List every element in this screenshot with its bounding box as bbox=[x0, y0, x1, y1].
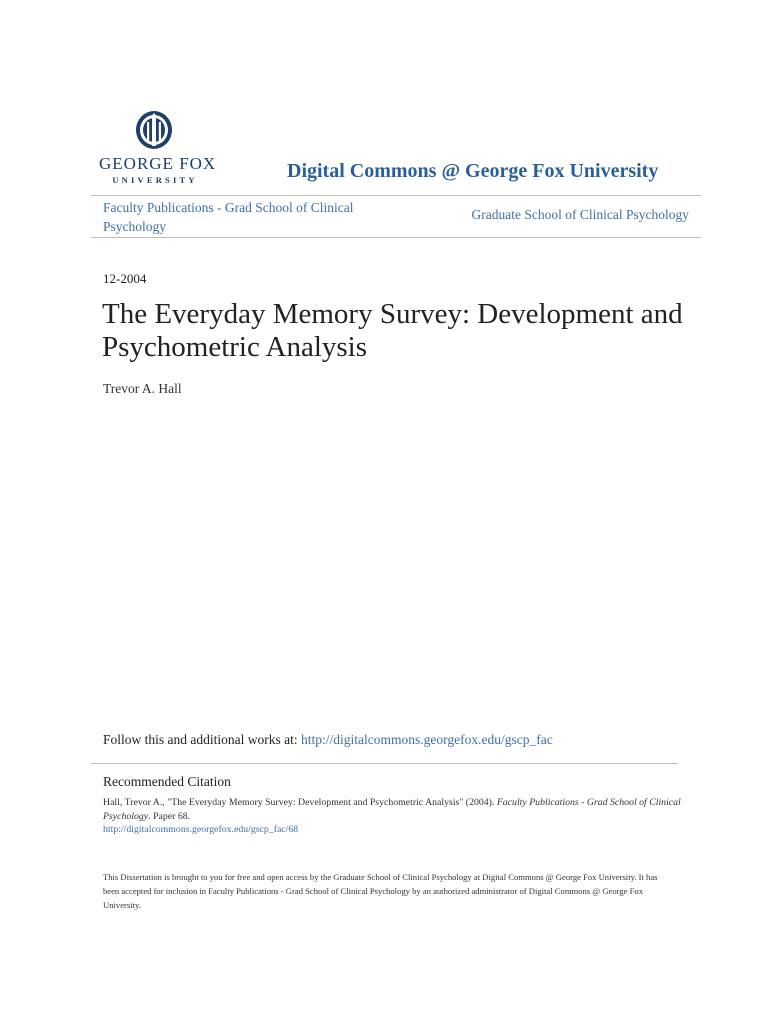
access-statement: This Dissertation is brought to you for free and open access by the Graduate School of Clinical Psychology at Digital Commons @ George Fox University. It has been accepted for inclusion in Faculty Publications - Grad School of Clinical Psychology by an authorized administrator of Digital Commons @ George Fox University. bbox=[103, 872, 658, 910]
university-logo[interactable] bbox=[99, 110, 217, 185]
citation-link[interactable]: http://digitalcommons.georgefox.edu/gscp_fac/68 bbox=[103, 824, 299, 835]
recommended-citation-heading: Recommended Citation bbox=[103, 774, 231, 789]
header-divider-bottom bbox=[91, 237, 701, 238]
citation-plain: Hall, Trevor A., "The Everyday Memory Survey: Development and Psychometric Analysis" (2004). bbox=[103, 797, 497, 808]
citation-tail: . Paper 68. bbox=[148, 810, 191, 822]
header-divider-top bbox=[91, 195, 701, 196]
logo-text-line1: GEORGE FOX bbox=[99, 154, 217, 173]
site-title-link[interactable]: Digital Commons @ George Fox University bbox=[287, 160, 659, 182]
citation-text bbox=[103, 796, 683, 823]
collection-link[interactable]: Faculty Publications - Grad School of Clinical Psychology bbox=[103, 200, 354, 234]
logo-text-line2: UNIVERSITY bbox=[112, 175, 198, 185]
follow-link[interactable]: http://digitalcommons.georgefox.edu/gscp_fac bbox=[301, 732, 553, 747]
citation-series: Faculty Publications - Grad School of Clinical Psychology bbox=[103, 797, 681, 822]
follow-label: Follow this and additional works at: bbox=[103, 732, 301, 747]
citation-divider bbox=[91, 763, 678, 764]
author-name: Trevor A. Hall bbox=[103, 381, 182, 396]
publication-date: 12-2004 bbox=[103, 271, 147, 286]
department-link[interactable]: Graduate School of Clinical Psychology bbox=[471, 207, 689, 222]
george-fox-emblem-icon bbox=[134, 110, 174, 152]
follow-line bbox=[103, 732, 553, 748]
document-title: The Everyday Memory Survey: Development and Psychometric Analysis bbox=[102, 298, 683, 363]
